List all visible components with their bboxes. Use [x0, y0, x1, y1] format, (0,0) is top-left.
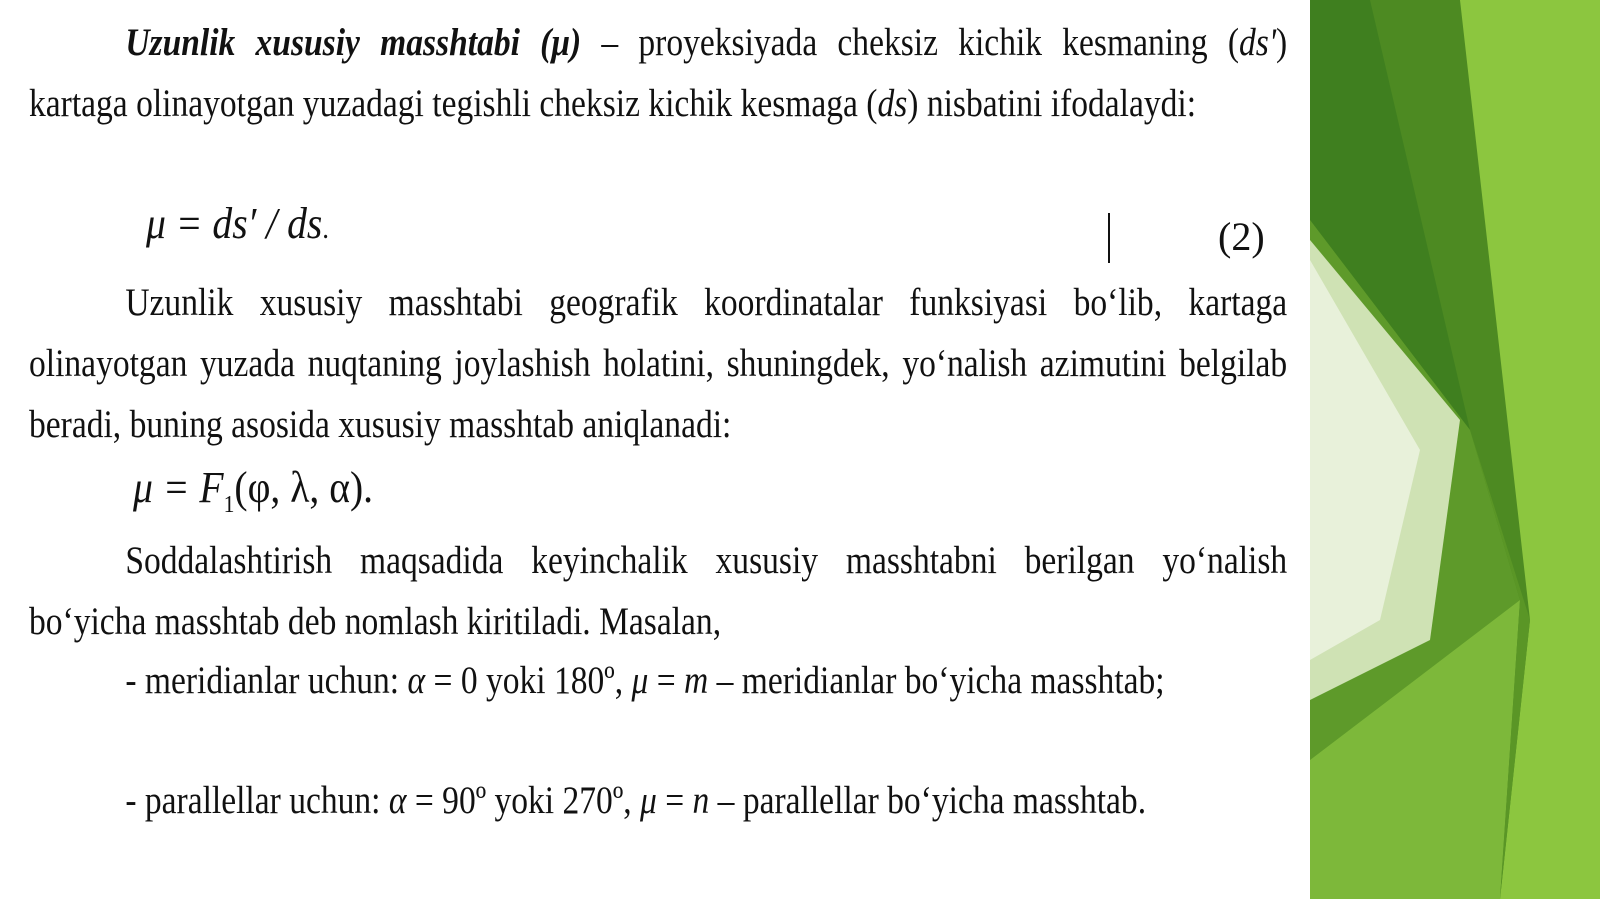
formula-scale-function: $\mu = F_1(\varphi$, λ, α). — [133, 463, 374, 518]
bullet-meridians: - meridianlar uchun: α = 0 yoki 180º, μ = m – meridianlar bo‘yicha masshtab; — [125, 659, 1165, 702]
equation-divider — [1108, 213, 1110, 263]
equation-number: (2) — [1218, 214, 1265, 259]
green-facet-decoration — [1310, 0, 1600, 899]
paragraph-definition: Uzunlik xususiy masshtabi (μ) – proyeksiyada cheksiz kichik kesmaning (ds') kartaga olinayotgan yuzadagi tegishli cheksiz kichik kesmaga (ds) nisbatini ifodalaydi: — [29, 21, 1288, 125]
paragraph-coordinates: Uzunlik xususiy masshtabi geografik koordinatalar funksiyasi bo‘lib, kartaga olinayotgan yuzada nuqtaning joylashish holatini, shuningdek, yo‘nalish azimutini belgilab beradi, buning asosida xususiy masshtab aniqlanadi: — [29, 281, 1288, 446]
formula-scale-ratio: μ = ds′ / ds. — [146, 199, 330, 248]
paragraph-simplification: Soddalashtirish maqsadida keyinchalik xususiy masshtabni berilgan yo‘nalish bo‘yicha masshtab deb nomlash kiritiladi. Masalan, — [29, 539, 1288, 643]
bullet-parallels: - parallellar uchun: α = 90º yoki 270º, μ = n – parallellar bo‘yicha masshtab. — [125, 779, 1147, 822]
term-length-scale: Uzunlik xususiy masshtabi (μ) — [125, 21, 582, 64]
facet-shapes — [1310, 0, 1600, 899]
